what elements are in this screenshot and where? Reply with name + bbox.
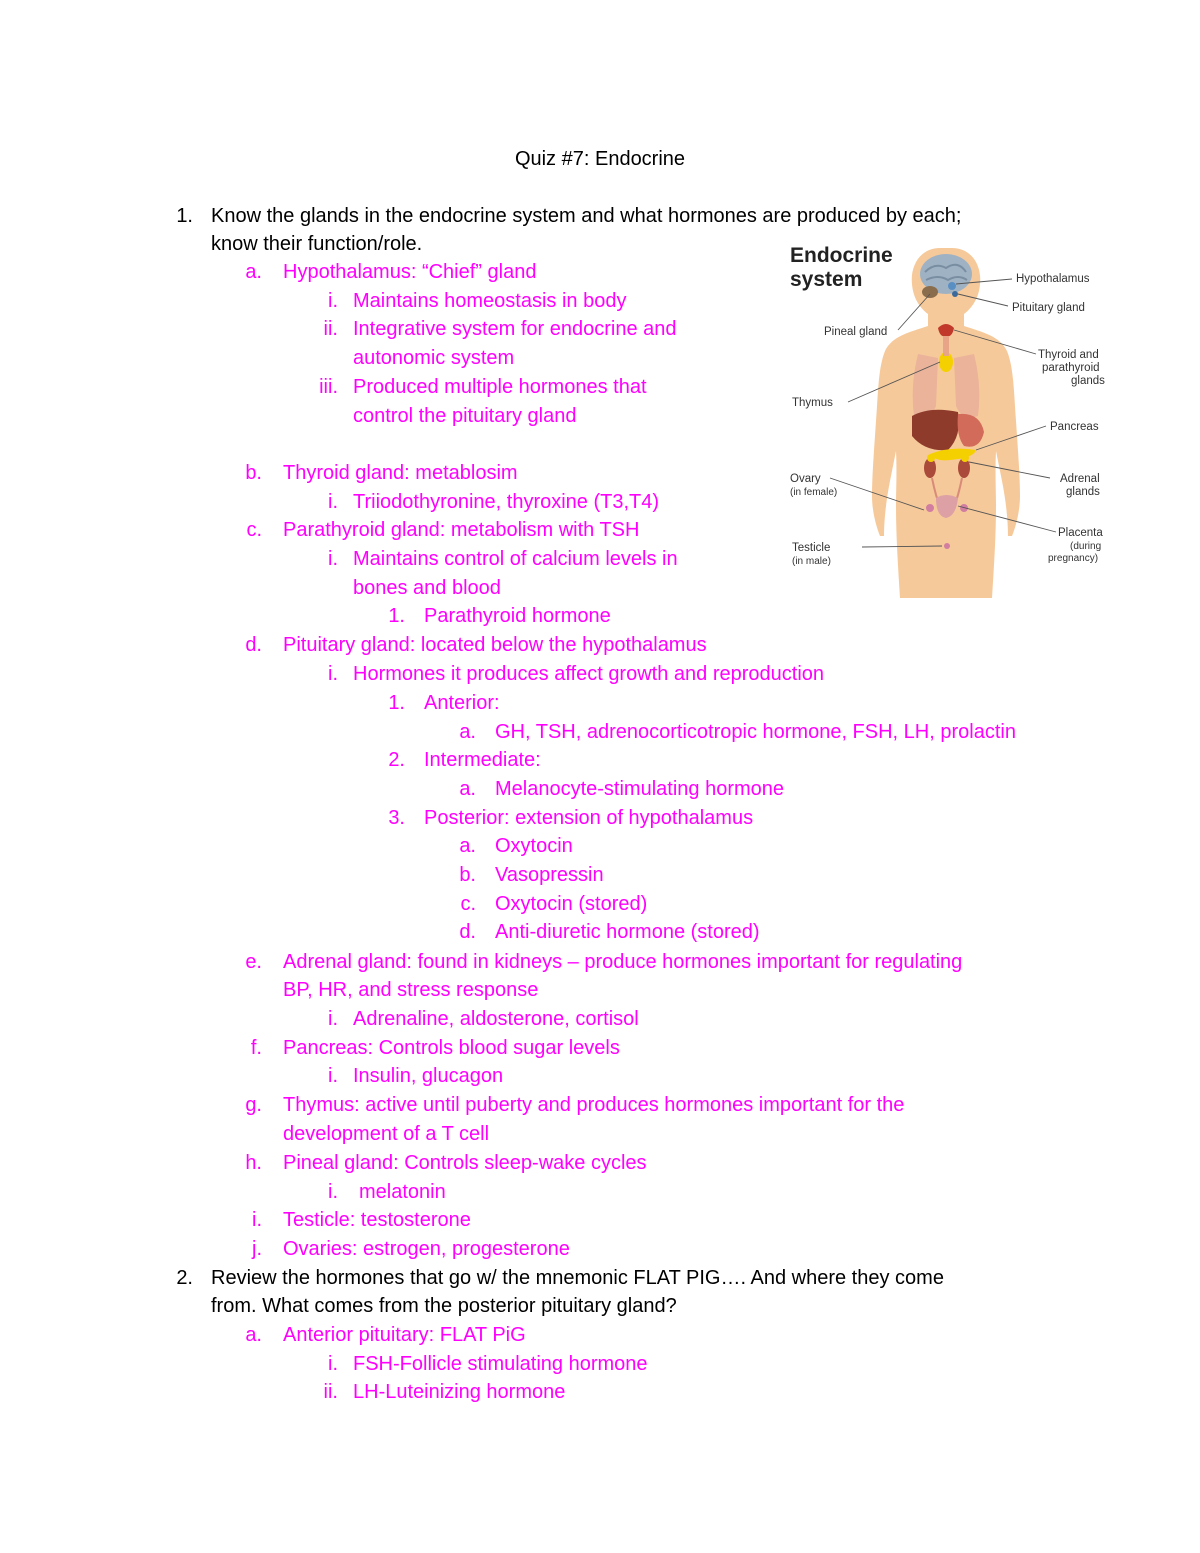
list-item-text: bones and blood <box>353 577 501 599</box>
list-item-text: Anti-diuretic hormone (stored) <box>495 921 760 943</box>
label-pancreas: Pancreas <box>1050 421 1099 433</box>
list-item-text: Anterior: <box>424 692 500 714</box>
list-item-text: Adrenaline, aldosterone, cortisol <box>353 1008 639 1030</box>
list-marker: b. <box>245 462 262 484</box>
list-item-text: GH, TSH, adrenocorticotropic hormone, FSH, LH, prolactin <box>495 721 1016 743</box>
list-item-text: autonomic system <box>353 347 515 369</box>
list-item-text: Pancreas: Controls blood sugar levels <box>283 1037 620 1059</box>
list-item-text: Oxytocin (stored) <box>495 893 648 915</box>
label-thymus: Thymus <box>792 397 833 409</box>
list-marker: i. <box>328 1008 338 1030</box>
list-marker: i. <box>328 1181 338 1203</box>
diagram-title-line1: Endocrine <box>790 244 893 267</box>
list-marker: 3. <box>388 807 405 829</box>
list-marker: d. <box>459 921 476 943</box>
list-item-text: Pituitary gland: located below the hypothalamus <box>283 634 707 656</box>
list-marker: a. <box>245 261 262 283</box>
label-testicle-2: (in male) <box>792 556 831 567</box>
label-thyroid-2: parathyroid <box>1042 362 1100 374</box>
list-item-text: Thyroid gland: metablosim <box>283 462 518 484</box>
list-item-text: Maintains control of calcium levels in <box>353 548 678 570</box>
list-item-text: Know the glands in the endocrine system and what hormones are produced by each; <box>211 205 962 227</box>
list-item-text: Hormones it produces affect growth and reproduction <box>353 663 825 685</box>
label-testicle-1: Testicle <box>792 542 831 554</box>
label-pituitary: Pituitary gland <box>1012 302 1085 314</box>
list-marker: a. <box>459 835 476 857</box>
list-marker: c. <box>460 893 476 915</box>
list-item-text: melatonin <box>359 1181 446 1203</box>
label-pineal: Pineal gland <box>824 326 888 338</box>
list-marker: j. <box>252 1238 262 1260</box>
ovary-left-icon <box>926 504 934 512</box>
list-item-text: BP, HR, and stress response <box>283 979 539 1001</box>
endocrine-diagram <box>780 236 1125 598</box>
list-marker: c. <box>246 519 262 541</box>
list-item-text: FSH-Follicle stimulating hormone <box>353 1353 648 1375</box>
list-item-text: LH-Luteinizing hormone <box>353 1381 566 1403</box>
list-marker: iii. <box>319 376 338 398</box>
list-item-text: Insulin, glucagon <box>353 1065 504 1087</box>
label-thyroid-1: Thyroid and <box>1038 349 1099 361</box>
list-marker: i. <box>328 1353 338 1375</box>
page-title: Quiz #7: Endocrine <box>514 148 686 170</box>
list-item-text: Pineal gland: Controls sleep-wake cycles <box>283 1152 647 1174</box>
label-thyroid-3: glands <box>1071 375 1105 387</box>
list-marker: a. <box>459 721 476 743</box>
list-item-text: Hypothalamus: “Chief” gland <box>283 261 537 283</box>
list-marker: ii. <box>323 1381 338 1403</box>
list-marker: b. <box>459 864 476 886</box>
label-ovary-2: (in female) <box>790 487 838 498</box>
list-item-text: Intermediate: <box>424 749 541 771</box>
list-item-text: development of a T cell <box>283 1123 490 1145</box>
list-item-text: Vasopressin <box>495 864 604 886</box>
list-item-text: Melanocyte-stimulating hormone <box>495 778 785 800</box>
list-marker: g. <box>245 1094 262 1116</box>
list-marker: i. <box>252 1209 262 1231</box>
list-item-text: Review the hormones that go w/ the mnemonic FLAT PIG…. And where they come <box>211 1267 944 1289</box>
list-marker: i. <box>328 290 338 312</box>
list-marker: i. <box>328 663 338 685</box>
list-marker: a. <box>459 778 476 800</box>
label-hypothalamus: Hypothalamus <box>1016 273 1090 285</box>
endocrine-diagram-svg <box>780 236 1125 598</box>
cerebellum-icon <box>922 286 938 298</box>
list-marker: 2. <box>388 749 405 771</box>
list-item-text: Adrenal gland: found in kidneys – produce hormones important for regulating <box>283 951 963 973</box>
list-marker: 1. <box>176 205 193 227</box>
list-item-text: Maintains homeostasis in body <box>353 290 627 312</box>
list-marker: f. <box>250 1037 262 1059</box>
list-marker: i. <box>328 1065 338 1087</box>
label-placenta-2: (during <box>1070 541 1102 552</box>
list-item-text: Ovaries: estrogen, progesterone <box>283 1238 570 1260</box>
list-item-text: Triiodothyronine, thyroxine (T3,T4) <box>353 491 660 513</box>
list-marker: d. <box>245 634 262 656</box>
list-item-text: Parathyroid gland: metabolism with TSH <box>283 519 640 541</box>
diagram-title-line2: system <box>790 268 863 291</box>
list-item-text: Integrative system for endocrine and <box>353 318 677 340</box>
list-marker: i. <box>328 491 338 513</box>
list-item-text: Posterior: extension of hypothalamus <box>424 807 754 829</box>
list-marker: 1. <box>388 605 405 627</box>
list-item-text: control the pituitary gland <box>353 405 577 427</box>
list-marker: 1. <box>388 692 405 714</box>
label-adrenal-1: Adrenal <box>1060 473 1100 485</box>
list-marker: a. <box>245 1324 262 1346</box>
testicle-icon <box>944 543 950 549</box>
list-item-text: Parathyroid hormone <box>424 605 611 627</box>
list-item-text: Produced multiple hormones that <box>353 376 647 398</box>
list-item-text: from. What comes from the posterior pituitary gland? <box>211 1295 677 1317</box>
list-marker: ii. <box>323 318 338 340</box>
list-item-text: Testicle: testosterone <box>283 1209 471 1231</box>
label-placenta-3: pregnancy) <box>1048 553 1099 564</box>
list-marker: i. <box>328 548 338 570</box>
list-marker: h. <box>245 1152 262 1174</box>
list-marker: e. <box>245 951 262 973</box>
pituitary-icon <box>952 291 958 297</box>
list-item-text: Anterior pituitary: FLAT PiG <box>283 1324 526 1346</box>
label-ovary-1: Ovary <box>790 473 821 485</box>
list-marker: 2. <box>176 1267 193 1289</box>
list-item-text: know their function/role. <box>211 233 423 255</box>
hypothalamus-icon <box>948 282 956 290</box>
label-placenta-1: Placenta <box>1058 527 1103 539</box>
label-adrenal-2: glands <box>1066 486 1100 498</box>
list-item-text: Thymus: active until puberty and produces hormones important for the <box>283 1094 905 1116</box>
list-item-text: Oxytocin <box>495 835 573 857</box>
